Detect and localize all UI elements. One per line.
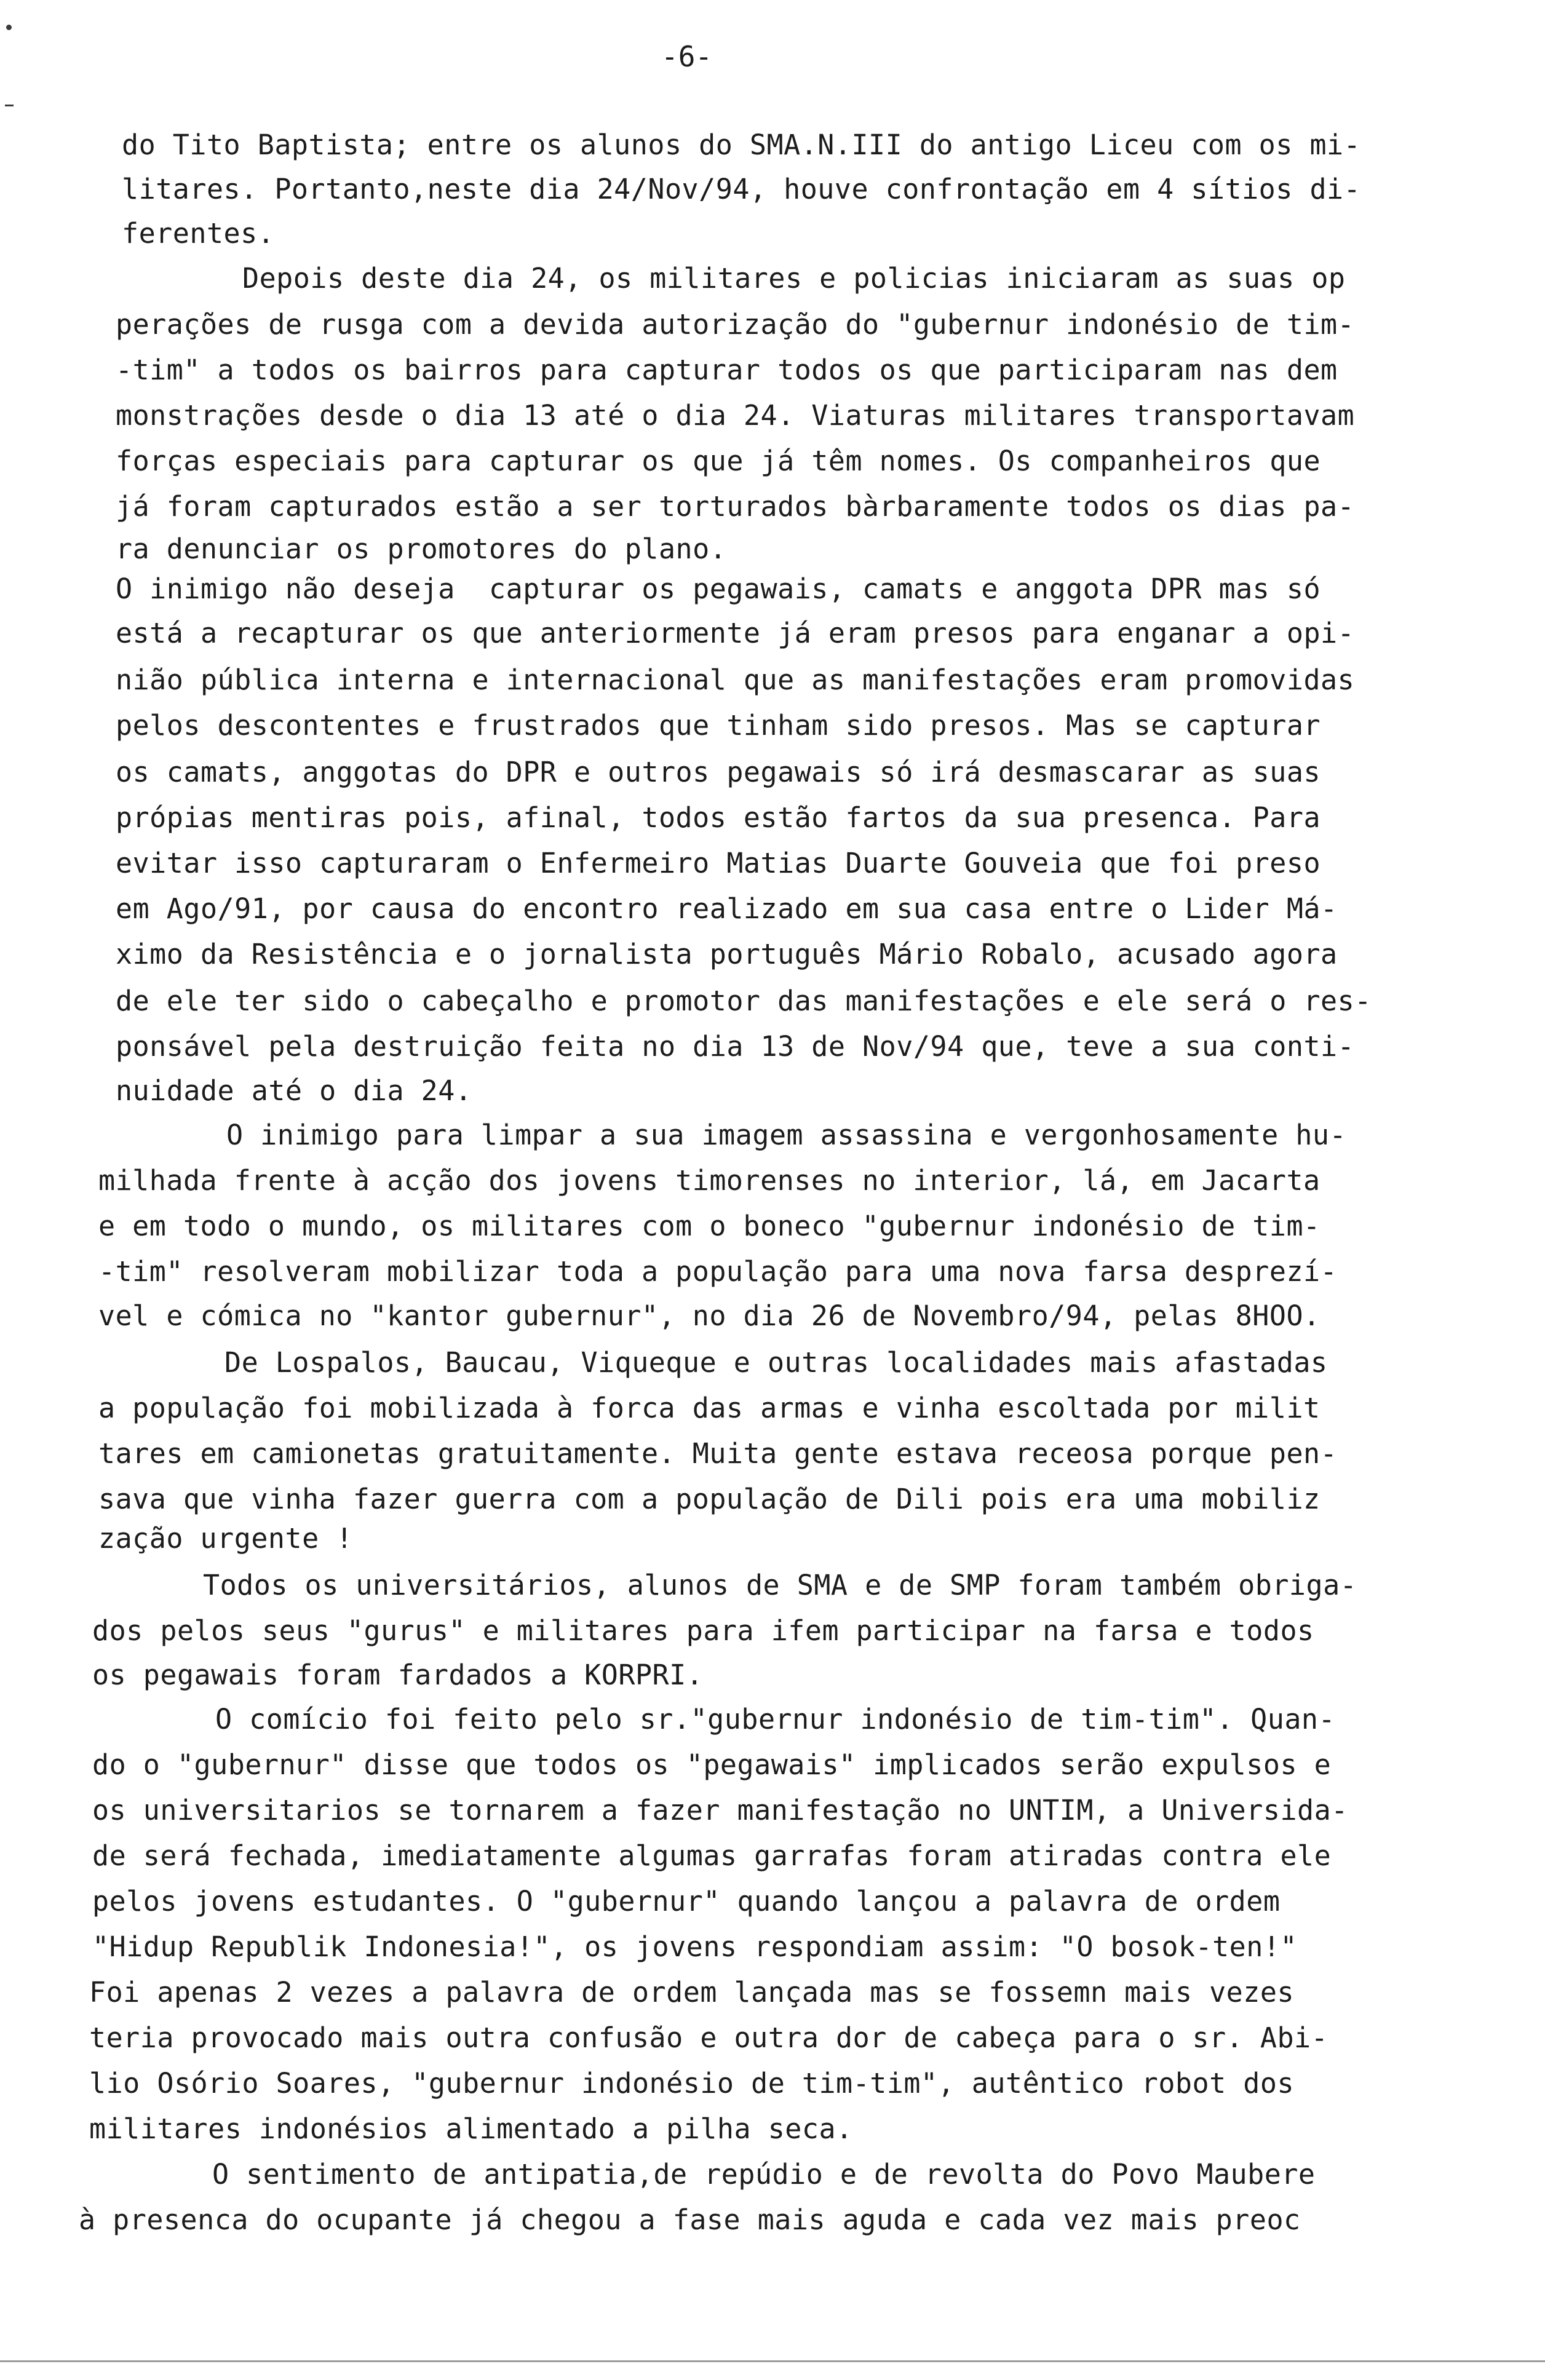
text-line: os camats, anggotas do DPR e outros pegawais só irá desmascarar as suas (116, 756, 1321, 788)
text-line: Todos os universitários, alunos de SMA e de SMP foram também obriga- (203, 1569, 1357, 1601)
text-line: De Lospalos, Baucau, Viqueque e outras localidades mais afastadas (224, 1346, 1328, 1379)
text-line: O sentimento de antipatia,de repúdio e de revolta do Povo Maubere (212, 2158, 1316, 2191)
text-line: a população foi mobilizada à forca das armas e vinha escoltada por milit (98, 1392, 1321, 1424)
text-line: ra denunciar os promotores do plano. (116, 533, 727, 565)
text-line: do Tito Baptista; entre os alunos do SMA.N.III do antigo Liceu com os mi- (122, 129, 1361, 161)
text-line: Depois deste dia 24, os militares e policias iniciaram as suas op (242, 262, 1346, 295)
text-line: pelos descontentes e frustrados que tinham sido presos. Mas se capturar (116, 709, 1321, 742)
text-line: O comício foi feito pelo sr."gubernur indonésio de tim-tim". Quan- (215, 1703, 1336, 1735)
text-line: dos pelos seus "gurus" e militares para ifem participar na farsa e todos (92, 1614, 1314, 1647)
text-line: litares. Portanto,neste dia 24/Nov/94, houve confrontação em 4 sítios di- (122, 173, 1361, 205)
scan-edge-line (0, 2360, 1545, 2362)
text-line: -tim" resolveram mobilizar toda a população para uma nova farsa desprezí- (98, 1255, 1338, 1288)
text-line: os pegawais foram fardados a KORPRI. (92, 1659, 704, 1691)
text-line: evitar isso capturaram o Enfermeiro Matias Duarte Gouveia que foi preso (116, 847, 1321, 879)
text-line: sava que vinha fazer guerra com a população de Dili pois era uma mobiliz (98, 1483, 1321, 1515)
text-line: ximo da Resistência e o jornalista português Mário Robalo, acusado agora (116, 938, 1338, 970)
text-line: vel e cómica no "kantor gubernur", no dia 26 de Novembro/94, pelas 8HOO. (98, 1299, 1321, 1332)
text-line: O inimigo não deseja capturar os pegawais, camats e anggota DPR mas só (116, 573, 1321, 605)
text-line: lio Osório Soares, "gubernur indonésio de tim-tim", autêntico robot dos (89, 2067, 1295, 2100)
text-line: militares indonésios alimentado a pilha seca. (89, 2112, 853, 2145)
text-line: Foi apenas 2 vezes a palavra de ordem lançada mas se fossemn mais vezes (89, 1976, 1295, 2009)
text-line: à presenca do ocupante já chegou a fase mais aguda e cada vez mais preoc (79, 2203, 1301, 2236)
text-line: zação urgente ! (98, 1522, 353, 1555)
page-number: -6- (661, 40, 713, 73)
text-line: de ele ter sido o cabeçalho e promotor das manifestações e ele será o res- (116, 985, 1372, 1017)
text-line: tares em camionetas gratuitamente. Muita gente estava receosa porque pen- (98, 1437, 1338, 1470)
text-line: perações de rusga com a devida autorização do "gubernur indonésio de tim- (116, 308, 1355, 341)
text-line: forças especiais para capturar os que já têm nomes. Os companheiros que (116, 445, 1321, 477)
text-line: pelos jovens estudantes. O "gubernur" quando lançou a palavra de ordem (92, 1885, 1281, 1918)
text-line: O inimigo para limpar a sua imagem assassina e vergonhosamente hu- (226, 1119, 1347, 1151)
text-line: "Hidup Republik Indonesia!", os jovens respondiam assim: "O bosok-ten!" (92, 1930, 1298, 1963)
text-line: ferentes. (122, 217, 275, 250)
text-line: em Ago/91, por causa do encontro realizado em sua casa entre o Lider Má- (116, 892, 1338, 925)
text-line: monstrações desde o dia 13 até o dia 24. Viaturas militares transportavam (116, 399, 1355, 432)
text-line: do o "gubernur" disse que todos os "pegawais" implicados serão expulsos e (92, 1748, 1332, 1781)
text-line: -tim" a todos os bairros para capturar todos os que participaram nas dem (116, 354, 1338, 386)
text-line: nião pública interna e internacional que as manifestações eram promovidas (116, 664, 1355, 696)
text-line: milhada frente à acção dos jovens timorenses no interior, lá, em Jacarta (98, 1164, 1321, 1197)
text-line: teria provocado mais outra confusão e outra dor de cabeça para o sr. Abi- (89, 2021, 1329, 2054)
text-line: está a recapturar os que anteriormente já eram presos para enganar a opi- (116, 617, 1355, 649)
text-line: de será fechada, imediatamente algumas garrafas foram atiradas contra ele (92, 1839, 1332, 1872)
text-line: própias mentiras pois, afinal, todos estão fartos da sua presenca. Para (116, 801, 1321, 834)
text-line: ponsável pela destruição feita no dia 13 de Nov/94 que, teve a sua conti- (116, 1030, 1355, 1063)
text-line: nuidade até o dia 24. (116, 1074, 472, 1107)
text-line: os universitarios se tornarem a fazer manifestação no UNTIM, a Universida- (92, 1794, 1348, 1827)
text-line: e em todo o mundo, os militares com o boneco "gubernur indonésio de tim- (98, 1210, 1321, 1242)
text-line: já foram capturados estão a ser torturados bàrbaramente todos os dias pa- (116, 490, 1355, 523)
